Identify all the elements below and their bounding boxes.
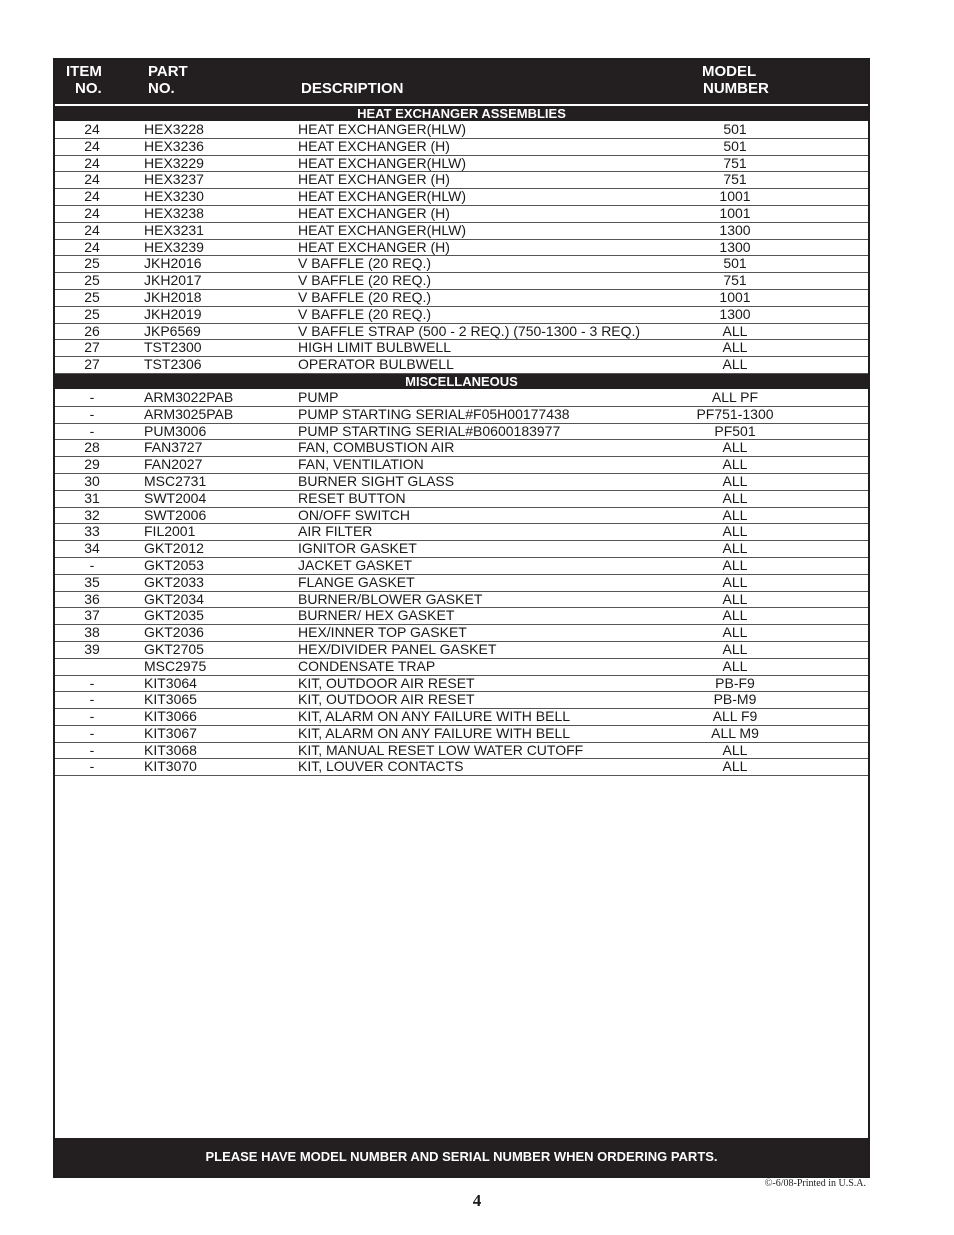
description-cell: KIT, LOUVER CONTACTS [298,758,464,775]
part-number-cell: TST2300 [144,339,202,356]
table-row [55,290,868,307]
model-number-cell: 1300 [719,238,751,255]
item-number-cell: 39 [84,640,100,657]
item-number-cell: 24 [84,154,100,171]
table-row [55,524,868,541]
part-number-cell: HEX3238 [144,204,204,221]
item-number-cell: - [89,388,95,405]
model-number-cell: 1300 [719,305,751,322]
model-number-cell: ALL [722,356,748,373]
table-row [55,340,868,357]
model-number-cell: 751 [723,272,747,289]
table-row [55,172,868,189]
table-row [55,592,868,609]
model-number-cell: PF501 [714,422,756,439]
model-number-cell: ALL [722,456,748,473]
part-number-cell: FIL2001 [144,523,196,540]
description-cell: HEAT EXCHANGER (H) [298,171,450,188]
model-number-cell: ALL F9 [712,708,758,725]
item-number-cell: 28 [84,439,100,456]
part-number-cell: JKP6569 [144,322,201,339]
item-number-cell: 24 [84,238,100,255]
part-number-cell: KIT3068 [144,741,197,758]
model-number-cell: ALL [722,506,748,523]
part-number-cell: GKT2705 [144,640,204,657]
description-cell: HEX/INNER TOP GASKET [298,624,467,641]
model-number-cell: 1001 [719,204,751,221]
table-row [55,156,868,173]
item-number-cell: 32 [84,506,100,523]
item-number-cell: 25 [84,288,100,305]
part-number-cell: MSC2975 [144,657,207,674]
model-number-cell: 1001 [719,288,751,305]
parts-list-table [53,58,870,1178]
model-number-cell: ALL [722,489,748,506]
section-header: HEAT EXCHANGER ASSEMBLIES [55,106,868,122]
item-number-cell: 26 [84,322,100,339]
description-cell: KIT, OUTDOOR AIR RESET [298,691,475,708]
model-number-cell: 751 [723,154,747,171]
description-cell: HIGH LIMIT BULBWELL [298,339,452,356]
item-number-cell: 25 [84,272,100,289]
part-number-cell: FAN3727 [144,439,203,456]
description-cell: FAN, VENTILATION [298,456,424,473]
table-row [55,692,868,709]
item-number-cell: 35 [84,573,100,590]
description-cell: HEAT EXCHANGER(HLW) [298,188,467,205]
description-cell: BURNER/ HEX GASKET [298,607,455,624]
table-row [55,541,868,558]
part-number-cell: GKT2053 [144,556,204,573]
model-number-cell: ALL [722,540,748,557]
item-number-cell: 24 [84,188,100,205]
part-number-cell: GKT2035 [144,607,204,624]
description-cell: BURNER SIGHT GLASS [298,472,455,489]
table-row [55,139,868,156]
table-row [55,307,868,324]
table-row [55,558,868,575]
description-cell: PUMP [298,388,339,405]
table-row [55,324,868,341]
model-number-cell: ALL [722,590,748,607]
model-number-cell: ALL [722,556,748,573]
description-cell: PUMP STARTING SERIAL#F05H00177438 [298,405,570,422]
item-number-cell: - [89,556,95,573]
header-part-no: NO. [148,80,175,97]
part-number-cell: GKT2012 [144,540,204,557]
item-number-cell: 24 [84,204,100,221]
model-number-cell: 1001 [719,188,751,205]
part-number-cell: ARM3025PAB [144,405,234,422]
part-number-cell: PUM3006 [144,422,207,439]
model-number-cell: ALL [722,339,748,356]
table-row [55,256,868,273]
description-cell: RESET BUTTON [298,489,406,506]
table-row [55,407,868,424]
header-description: DESCRIPTION [301,80,404,97]
description-cell: HEX/DIVIDER PANEL GASKET [298,640,497,657]
table-row [55,676,868,693]
table-row [55,491,868,508]
part-number-cell: GKT2034 [144,590,204,607]
header-part: PART [148,63,188,80]
model-number-cell: ALL [722,640,748,657]
part-number-cell: KIT3067 [144,724,197,741]
item-number-cell: 36 [84,590,100,607]
table-row [55,240,868,257]
model-number-cell: ALL M9 [711,724,759,741]
item-number-cell: - [89,405,95,422]
model-number-cell: ALL [722,472,748,489]
model-number-cell: ALL [722,624,748,641]
item-number-cell: 27 [84,339,100,356]
table-row [55,206,868,223]
model-number-cell: 501 [723,137,747,154]
table-header [55,60,868,104]
model-number-cell: 501 [723,255,747,272]
item-number-cell: 24 [84,121,100,137]
part-number-cell: HEX3229 [144,154,204,171]
table-row [55,608,868,625]
header-item: ITEM [66,63,102,80]
model-number-cell: 751 [723,171,747,188]
description-cell: V BAFFLE (20 REQ.) [298,255,432,272]
item-number-cell: - [89,741,95,758]
model-number-cell: 1300 [719,221,751,238]
description-cell: V BAFFLE STRAP (500 - 2 REQ.) (750-1300 - 3 REQ.) [298,322,641,339]
item-number-cell: 25 [84,305,100,322]
table-row [55,575,868,592]
description-cell: HEAT EXCHANGER (H) [298,137,450,154]
part-number-cell: SWT2004 [144,489,207,506]
description-cell: V BAFFLE (20 REQ.) [298,272,432,289]
item-number-cell: - [89,708,95,725]
part-number-cell: ARM3022PAB [144,388,234,405]
header-model: MODEL [702,63,757,80]
item-number-cell: - [89,691,95,708]
part-number-cell: HEX3239 [144,238,204,255]
description-cell: HEAT EXCHANGER (H) [298,204,450,221]
header-model-number: NUMBER [703,80,769,97]
item-number-cell: - [89,724,95,741]
section-header: MISCELLANEOUS [55,374,868,390]
part-number-cell: GKT2036 [144,624,204,641]
table-row [55,726,868,743]
description-cell: FAN, COMBUSTION AIR [298,439,455,456]
description-cell: OPERATOR BULBWELL [298,356,454,373]
part-number-cell: KIT3064 [144,674,197,691]
description-cell: HEAT EXCHANGER(HLW) [298,154,467,171]
table-row [55,440,868,457]
description-cell: KIT, ALARM ON ANY FAILURE WITH BELL [298,724,571,741]
item-number-cell: - [89,422,95,439]
header-item-no: NO. [75,80,102,97]
item-number-cell: 31 [84,489,100,506]
part-number-cell: HEX3237 [144,171,204,188]
description-cell: AIR FILTER [298,523,373,540]
copyright-note: ©-6/08-Printed in U.S.A. [764,1178,866,1189]
model-number-cell: ALL [722,322,748,339]
table-row [55,625,868,642]
part-number-cell: HEX3231 [144,221,204,238]
table-row [55,223,868,240]
description-cell: BURNER/BLOWER GASKET [298,590,483,607]
model-number-cell: ALL [722,657,748,674]
part-number-cell: HEX3236 [144,137,204,154]
description-cell: JACKET GASKET [298,556,413,573]
ordering-notice: PLEASE HAVE MODEL NUMBER AND SERIAL NUMBER WHEN ORDERING PARTS. [55,1138,868,1176]
description-cell: FLANGE GASKET [298,573,415,590]
item-number-cell: 27 [84,356,100,373]
table-row [55,709,868,726]
model-number-cell: PB-F9 [715,674,755,691]
model-number-cell: ALL PF [711,388,759,405]
item-number-cell: 25 [84,255,100,272]
part-number-cell: KIT3065 [144,691,197,708]
table-row [55,189,868,206]
table-row [55,659,868,676]
table-row [55,390,868,407]
description-cell: KIT, MANUAL RESET LOW WATER CUTOFF [298,741,584,758]
part-number-cell: JKH2018 [144,288,202,305]
model-number-cell: PF751-1300 [696,405,774,422]
item-number-cell: - [89,758,95,775]
description-cell: PUMP STARTING SERIAL#B0600183977 [298,422,561,439]
description-cell: KIT, OUTDOOR AIR RESET [298,674,475,691]
part-number-cell: FAN2027 [144,456,203,473]
table-row [55,642,868,659]
model-number-cell: ALL [722,741,748,758]
description-cell: V BAFFLE (20 REQ.) [298,288,432,305]
table-row [55,457,868,474]
table-row [55,508,868,525]
model-number-cell: 501 [723,121,747,137]
model-number-cell: ALL [722,523,748,540]
part-number-cell: KIT3070 [144,758,197,775]
table-row [55,357,868,374]
item-number-cell: 29 [84,456,100,473]
description-cell: HEAT EXCHANGER(HLW) [298,221,467,238]
table-row [55,273,868,290]
item-number-cell: 34 [84,540,100,557]
model-number-cell: ALL [722,758,748,775]
item-number-cell: 24 [84,137,100,154]
model-number-cell: ALL [722,439,748,456]
description-cell: V BAFFLE (20 REQ.) [298,305,432,322]
description-cell: HEAT EXCHANGER (H) [298,238,450,255]
page-number: 4 [472,1191,482,1210]
part-number-cell: HEX3228 [144,121,204,137]
part-number-cell: GKT2033 [144,573,204,590]
description-cell: IGNITOR GASKET [298,540,417,557]
description-cell: ON/OFF SWITCH [298,506,410,523]
item-number-cell: 37 [84,607,100,624]
item-number-cell: - [89,674,95,691]
item-number-cell: 24 [84,171,100,188]
table-row [55,122,868,139]
part-number-cell: MSC2731 [144,472,207,489]
table-row [55,424,868,441]
model-number-cell: ALL [722,573,748,590]
item-number-cell: 38 [84,624,100,641]
item-number-cell: 33 [84,523,100,540]
model-number-cell: PB-M9 [713,691,757,708]
description-cell: KIT, ALARM ON ANY FAILURE WITH BELL [298,708,571,725]
table-body [55,106,868,776]
part-number-cell: TST2306 [144,356,202,373]
table-row [55,759,868,776]
model-number-cell: ALL [722,607,748,624]
part-number-cell: SWT2006 [144,506,207,523]
part-number-cell: JKH2017 [144,272,202,289]
table-row [55,743,868,760]
description-cell: HEAT EXCHANGER(HLW) [298,121,467,137]
table-row [55,474,868,491]
item-number-cell: 24 [84,221,100,238]
item-number-cell: 30 [84,472,100,489]
part-number-cell: HEX3230 [144,188,204,205]
part-number-cell: JKH2019 [144,305,202,322]
part-number-cell: JKH2016 [144,255,202,272]
part-number-cell: KIT3066 [144,708,197,725]
description-cell: CONDENSATE TRAP [298,657,436,674]
